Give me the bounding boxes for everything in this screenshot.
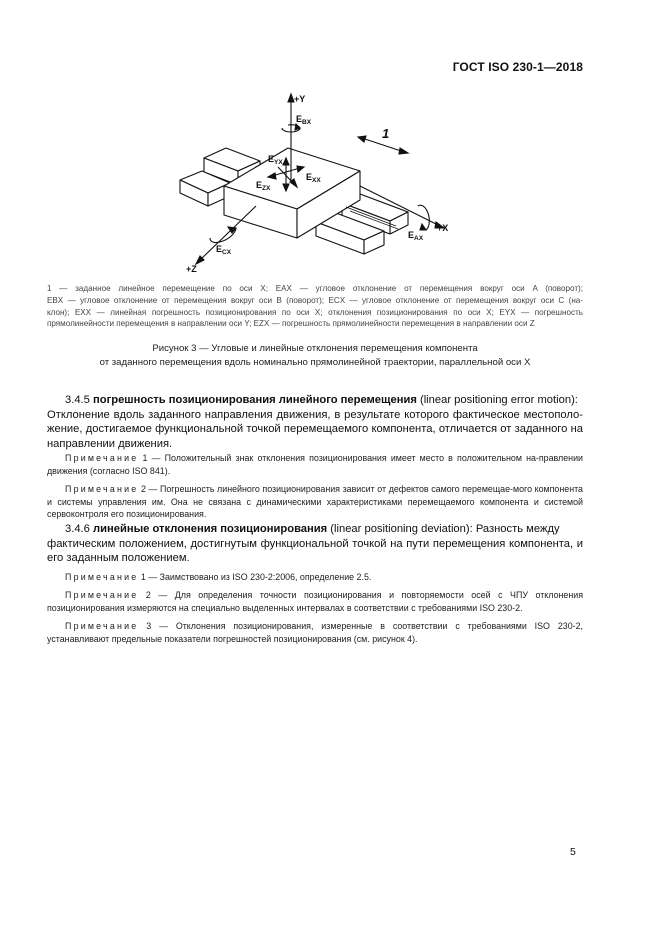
note-3-4-5-1 <box>47 452 583 477</box>
note-label: Примечание <box>65 484 139 494</box>
label-e-yx: $E_{YX}$ <box>268 154 283 166</box>
label-e-cx: $E_{CX}$ <box>216 244 232 256</box>
note-text: 3 — Отклонения позиционирования, измеренные в соответствии с требованиями ISO 230-2, устанавливают предельные показатели погрешностей позиционирования (см. рисунок 4). <box>47 621 583 644</box>
label-direction-1: 1 <box>382 126 390 141</box>
section-body: Отклонение вдоль заданного направления движения, в результате которого фактическое местополо-жение, достигаемое функциональной точкой перемещаемого компонента, отличается от заданного на направлении движения. <box>47 408 583 450</box>
legend-line-2: EBX — угловое отклонение от перемещения вокруг оси B (поворот); ECX — угловое отклонение от перемещения вокруг оси C (на- <box>47 295 583 305</box>
note-text: 1 — Заимствовано из ISO 230-2:2006, определение 2.5. <box>140 572 372 582</box>
legend-line-1: 1 — заданное линейное перемещение по оси X; EAX — угловое отклонение от перемещения вокруг оси A (поворот); <box>47 284 583 293</box>
note-text: 2 — Погрешность линейного позиционирования зависит от дефектов самого перемещае-мого компонента и системы управления им. Она не связана с динамическими характеристиками перемещаемого компонента и системой сервоконтроля его позиционирования. <box>47 484 583 520</box>
label-e-bx: $E_{BX}$ <box>296 114 312 126</box>
section-number: 3.4.5 <box>65 394 90 406</box>
label-plus-x: +X <box>437 223 449 233</box>
label-e-ax: $E_{AX}$ <box>408 230 424 242</box>
note-label: Примечание <box>65 572 139 582</box>
legend-line-3: клон); EXX — линейная погрешность позиционирования по оси X; отклонения позиционирования по оси X; EYX — погрешность <box>47 307 583 317</box>
note-text: 2 — Для определения точности позиционирования и повторяемости осей с ЧПУ отклонения позиционирования измеряются на специально выделенных интервалах в соответствии с требованиями ISO 230-2. <box>47 590 584 613</box>
note-label: Примечание <box>65 621 139 631</box>
document-header: ГОСТ ISO 230-1—2018 <box>452 60 583 74</box>
section-body: фактическим положением, достигнутым функциональной точкой на пути перемещения компонента, и его заданным положением. <box>47 537 583 565</box>
figure-legend <box>47 283 583 330</box>
note-3-4-6-1 <box>47 571 583 584</box>
note-3-4-6-2 <box>47 589 583 614</box>
term-heading: линейные отклонения позиционирования <box>93 523 328 535</box>
label-e-zx: $E_{ZX}$ <box>256 180 271 192</box>
note-text: 1 — Положительный знак отклонения позиционирования имеет место в положительном на-правлении движения (согласно ISO 841). <box>47 453 583 476</box>
label-plus-z: +Z <box>186 264 197 274</box>
section-3-4-6 <box>47 522 583 566</box>
caption-line-2: от заданного перемещения вдоль номинально прямолинейной траектории, параллельной оси X <box>99 356 531 368</box>
section-number: 3.4.6 <box>65 523 90 535</box>
section-3-4-5 <box>47 393 583 451</box>
label-e-xx: $E_{XX}$ <box>306 172 321 184</box>
figure-3-diagram <box>160 88 460 278</box>
note-3-4-6-3 <box>47 620 583 645</box>
page-number: 5 <box>570 846 576 858</box>
note-label: Примечание <box>65 590 139 600</box>
caption-line-1: Рисунок 3 — Угловые и линейные отклонения перемещения компонента <box>152 343 478 354</box>
term-english: (linear positioning deviation): Разность между <box>330 523 560 535</box>
note-3-4-5-2 <box>47 483 583 521</box>
term-english: (linear positioning error motion): <box>419 394 578 406</box>
figure-caption <box>47 342 583 369</box>
label-plus-y: +Y <box>294 94 306 104</box>
term-heading: погрешность позиционирования линейного перемещения <box>93 394 417 406</box>
legend-line-4: прямолинейности перемещения в направлении оси Y; EZX — погрешность прямолинейности перемещения в направлении оси Z <box>47 319 535 329</box>
note-label: Примечание <box>65 453 139 463</box>
